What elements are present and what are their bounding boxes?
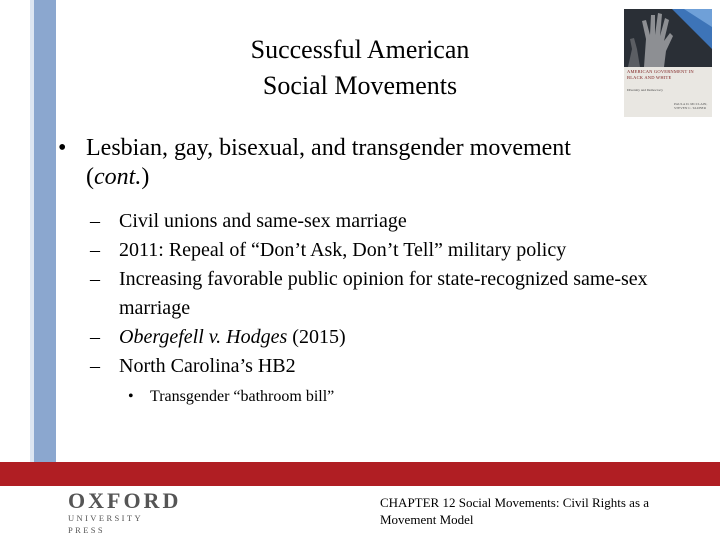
bullet-open-paren: (: [86, 164, 94, 190]
sub-item-text: Civil unions and same-sex marriage: [119, 210, 407, 232]
bullet-text: Lesbian, gay, bisexual, and transgender movement: [86, 135, 571, 161]
dash-mark: –: [90, 239, 100, 261]
dash-mark: –: [90, 268, 100, 290]
book-cover-title: AMERICAN GOVERNMENT IN BLACK AND WHITE: [627, 69, 694, 80]
list-item: [58, 352, 698, 381]
publisher-name: OXFORD: [68, 488, 182, 513]
sub-item-text: North Carolina’s HB2: [119, 355, 296, 377]
list-item: [58, 134, 698, 192]
sub-list: [58, 207, 698, 408]
book-cover-subtitle: Diversity and Democracy: [627, 88, 663, 92]
case-year: (2015): [287, 326, 346, 348]
slide-body: [58, 134, 698, 408]
list-item: [58, 236, 698, 265]
slide-title-line2: Social Movements: [262, 71, 458, 100]
dash-mark: –: [90, 210, 100, 232]
chapter-caption: CHAPTER 12 Social Movements: Civil Rights as a Movement Model: [380, 495, 650, 527]
sub-item-text: Increasing favorable public opinion for state-recognized same-sex marriage: [119, 268, 648, 319]
sub-item-text: 2011: Repeal of “Don’t Ask, Don’t Tell” military policy: [119, 239, 567, 261]
footer-bar: [0, 462, 720, 486]
bullet-close-paren: ): [141, 164, 150, 190]
bullet-cont: cont.: [94, 164, 142, 190]
left-accent-stripe: [30, 0, 34, 462]
bullet-mark: •: [58, 135, 67, 161]
list-item: [58, 207, 698, 236]
dash-mark: –: [90, 355, 100, 377]
dash-mark: –: [90, 326, 100, 348]
bullet-mark: •: [128, 388, 134, 405]
publisher-subtitle: UNIVERSITY PRESS: [68, 513, 143, 535]
book-cover-authors: PAULA D. MCCLAIN, STEVEN C. TAUBER: [674, 102, 708, 110]
case-name: Obergefell v. Hodges: [119, 326, 288, 348]
oxford-logo: [68, 488, 182, 535]
slide-title: [120, 32, 600, 104]
list-item: [58, 323, 698, 352]
sub-sub-item-text: Transgender “bathroom bill”: [150, 388, 335, 405]
book-cover-image: [624, 9, 712, 117]
raised-hands-artwork: [624, 9, 712, 67]
list-item: [58, 265, 698, 323]
slide-title-line1: Successful American: [250, 35, 470, 64]
list-item: [58, 386, 698, 408]
left-accent-bar: [30, 0, 56, 462]
